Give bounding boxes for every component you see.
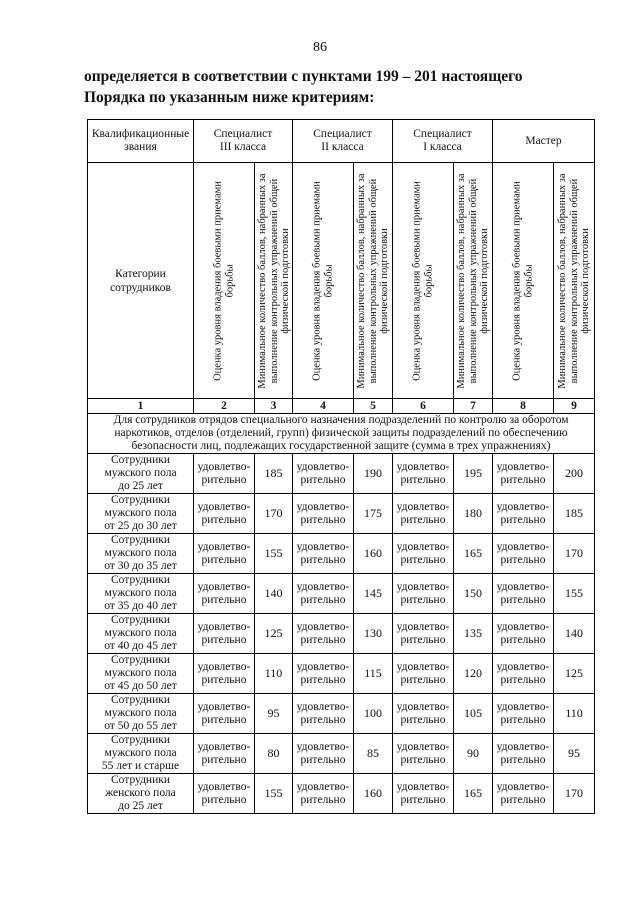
grade-cell: удовлетво- рительно <box>493 574 554 614</box>
grade-cell: удовлетво- рительно <box>194 574 255 614</box>
score-cell: 165 <box>454 774 493 814</box>
score-cell: 155 <box>255 774 293 814</box>
score-cell: 190 <box>354 454 393 494</box>
category-cell: Сотрудники мужского пола 55 лет и старше <box>88 734 194 774</box>
grade-cell: удовлетво- рительно <box>194 494 255 534</box>
grade-cell: удовлетво- рительно <box>493 694 554 734</box>
grade-cell: удовлетво- рительно <box>293 694 354 734</box>
grade-cell: удовлетво- рительно <box>194 774 255 814</box>
score-cell: 125 <box>554 654 595 694</box>
grade-cell: удовлетво- рительно <box>493 454 554 494</box>
grade-cell: удовлетво- рительно <box>493 654 554 694</box>
score-cell: 140 <box>255 574 293 614</box>
score-cell: 160 <box>354 774 393 814</box>
score-cell: 135 <box>454 614 493 654</box>
score-cell: 110 <box>255 654 293 694</box>
category-header: Категории сотрудников <box>88 163 194 399</box>
grade-cell: удовлетво- рительно <box>493 734 554 774</box>
qualification-header: Квалификационные звания <box>88 120 194 163</box>
column-number: 1 <box>88 399 194 414</box>
criteria-table <box>87 119 595 814</box>
grade-cell: удовлетво- рительно <box>393 614 454 654</box>
score-cell: 180 <box>454 494 493 534</box>
subheader-assessment: Оценка уровня владения боевыми приемами борьбы <box>393 163 454 399</box>
subheader-assessment: Оценка уровня владения боевыми приемами борьбы <box>293 163 354 399</box>
table-row <box>88 774 595 814</box>
score-cell: 170 <box>554 774 595 814</box>
grade-cell: удовлетво- рительно <box>194 614 255 654</box>
category-cell: Сотрудники мужского пола от 40 до 45 лет <box>88 614 194 654</box>
score-cell: 130 <box>354 614 393 654</box>
grade-cell: удовлетво- рительно <box>393 774 454 814</box>
category-cell: Сотрудники мужского пола от 35 до 40 лет <box>88 574 194 614</box>
category-cell: Сотрудники мужского пола до 25 лет <box>88 454 194 494</box>
grade-cell: удовлетво- рительно <box>393 494 454 534</box>
subheader-assessment: Оценка уровня владения боевыми приемами борьбы <box>493 163 554 399</box>
score-cell: 150 <box>454 574 493 614</box>
grade-cell: удовлетво- рительно <box>293 454 354 494</box>
subheader-assessment: Оценка уровня владения боевыми приемами борьбы <box>194 163 255 399</box>
score-cell: 145 <box>354 574 393 614</box>
table-row <box>88 494 595 534</box>
subheader-min-points: Минимальное количество баллов, набранных за выполнение контрольных упражнений общей физической подготовки <box>554 163 595 399</box>
column-number: 9 <box>554 399 595 414</box>
score-cell: 175 <box>354 494 393 534</box>
score-cell: 85 <box>354 734 393 774</box>
score-cell: 160 <box>354 534 393 574</box>
score-cell: 170 <box>255 494 293 534</box>
grade-cell: удовлетво- рительно <box>194 454 255 494</box>
grade-cell: удовлетво- рительно <box>393 534 454 574</box>
column-number: 5 <box>354 399 393 414</box>
table-row <box>88 694 595 734</box>
table-row <box>88 454 595 494</box>
category-cell: Сотрудники мужского пола от 25 до 30 лет <box>88 494 194 534</box>
grade-cell: удовлетво- рительно <box>194 534 255 574</box>
rank-header-0: Специалист III класса <box>194 120 293 163</box>
grade-cell: удовлетво- рительно <box>194 654 255 694</box>
score-cell: 95 <box>554 734 595 774</box>
score-cell: 95 <box>255 694 293 734</box>
column-number: 6 <box>393 399 454 414</box>
score-cell: 195 <box>454 454 493 494</box>
grade-cell: удовлетво- рительно <box>393 574 454 614</box>
table-row <box>88 574 595 614</box>
score-cell: 140 <box>554 614 595 654</box>
grade-cell: удовлетво- рительно <box>293 534 354 574</box>
column-number-row <box>88 399 595 414</box>
table-row <box>88 614 595 654</box>
grade-cell: удовлетво- рительно <box>393 654 454 694</box>
page-number: 86 <box>313 40 327 55</box>
category-cell: Сотрудники мужского пола от 30 до 35 лет <box>88 534 194 574</box>
section-title: Для сотрудников отрядов специального назначения подразделений по контролю за оборотом наркотиков, отделов (отделений, групп) физической защиты подразделений по обеспечению безопасности лиц, подлежащих государственной защите (сумма в трех упражнениях) <box>88 414 595 454</box>
rank-header-1: Специалист II класса <box>293 120 393 163</box>
grade-cell: удовлетво- рительно <box>293 614 354 654</box>
score-cell: 115 <box>354 654 393 694</box>
subheader-min-points: Минимальное количество баллов, набранных за выполнение контрольных упражнений общей физической подготовки <box>354 163 393 399</box>
rank-header-2: Специалист I класса <box>393 120 493 163</box>
grade-cell: удовлетво- рительно <box>293 654 354 694</box>
score-cell: 100 <box>354 694 393 734</box>
grade-cell: удовлетво- рительно <box>293 494 354 534</box>
subheader-min-points: Минимальное количество баллов, набранных за выполнение контрольных упражнений общей физической подготовки <box>255 163 293 399</box>
score-cell: 185 <box>554 494 595 534</box>
grade-cell: удовлетво- рительно <box>393 734 454 774</box>
score-cell: 200 <box>554 454 595 494</box>
column-number: 4 <box>293 399 354 414</box>
score-cell: 80 <box>255 734 293 774</box>
score-cell: 90 <box>454 734 493 774</box>
grade-cell: удовлетво- рительно <box>293 734 354 774</box>
subheader-min-points: Минимальное количество баллов, набранных за выполнение контрольных упражнений общей физической подготовки <box>454 163 493 399</box>
grade-cell: удовлетво- рительно <box>493 614 554 654</box>
column-number: 3 <box>255 399 293 414</box>
grade-cell: удовлетво- рительно <box>293 574 354 614</box>
table-row <box>88 734 595 774</box>
grade-cell: удовлетво- рительно <box>194 734 255 774</box>
table-row <box>88 534 595 574</box>
column-number: 2 <box>194 399 255 414</box>
column-number: 7 <box>454 399 493 414</box>
category-cell: Сотрудники мужского пола от 50 до 55 лет <box>88 694 194 734</box>
score-cell: 185 <box>255 454 293 494</box>
score-cell: 120 <box>454 654 493 694</box>
score-cell: 110 <box>554 694 595 734</box>
table-row <box>88 654 595 694</box>
intro-text: определяется в соответствии с пунктами 199 – 201 настоящего Порядка по указанным ниже критериям: <box>84 68 523 106</box>
grade-cell: удовлетво- рительно <box>393 454 454 494</box>
grade-cell: удовлетво- рительно <box>393 694 454 734</box>
score-cell: 125 <box>255 614 293 654</box>
score-cell: 155 <box>554 574 595 614</box>
grade-cell: удовлетво- рительно <box>493 534 554 574</box>
grade-cell: удовлетво- рительно <box>493 494 554 534</box>
column-number: 8 <box>493 399 554 414</box>
category-cell: Сотрудники мужского пола от 45 до 50 лет <box>88 654 194 694</box>
score-cell: 105 <box>454 694 493 734</box>
category-cell: Сотрудники женского пола до 25 лет <box>88 774 194 814</box>
score-cell: 170 <box>554 534 595 574</box>
rank-header-3: Мастер <box>493 120 595 163</box>
score-cell: 165 <box>454 534 493 574</box>
grade-cell: удовлетво- рительно <box>293 774 354 814</box>
score-cell: 155 <box>255 534 293 574</box>
grade-cell: удовлетво- рительно <box>194 694 255 734</box>
grade-cell: удовлетво- рительно <box>493 774 554 814</box>
